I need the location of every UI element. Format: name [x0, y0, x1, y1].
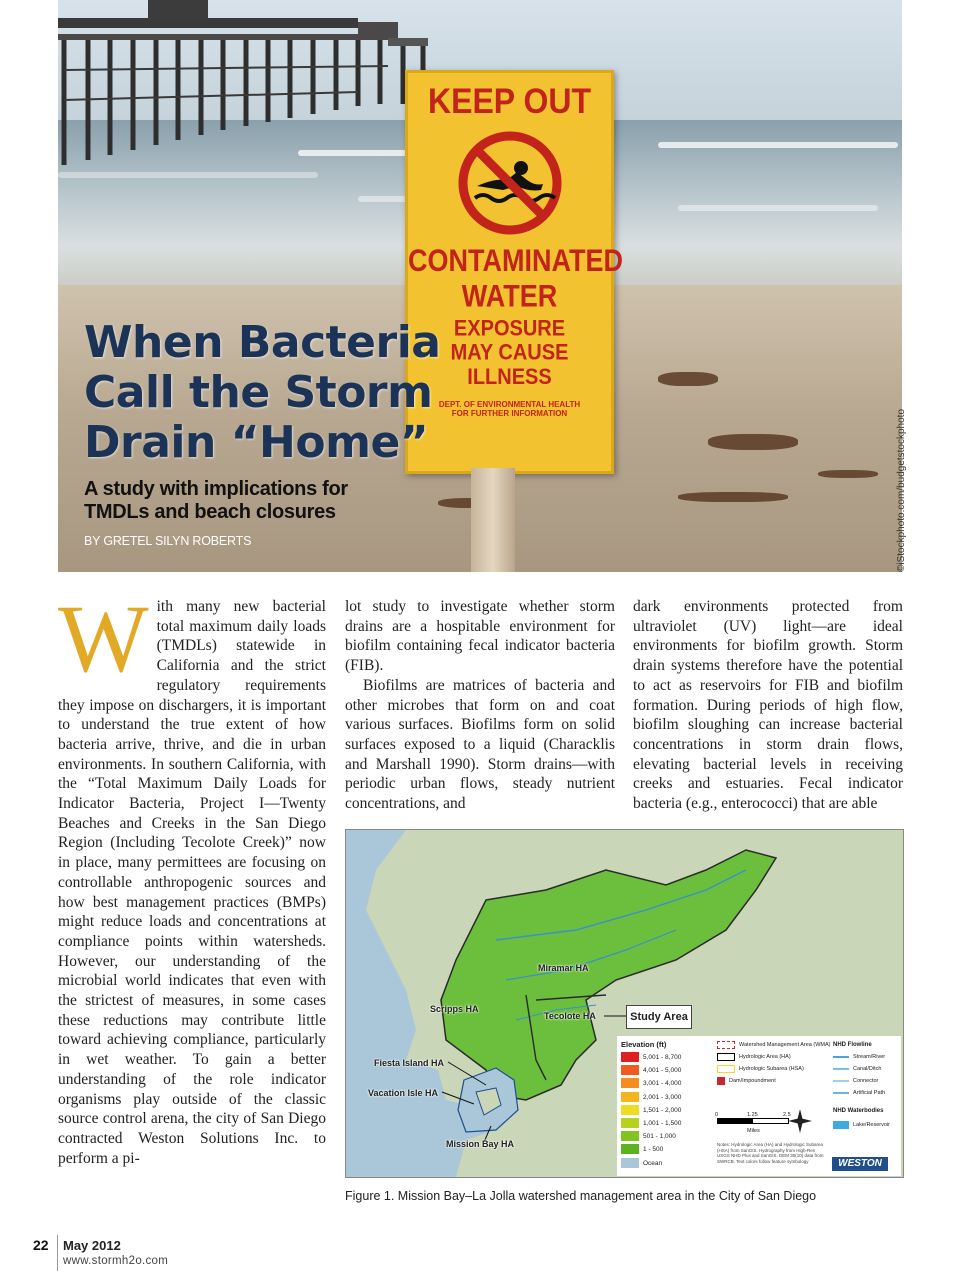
no-swimming-icon: [455, 128, 565, 238]
legend-elevation-title: Elevation (ft): [621, 1040, 667, 1049]
legend-label: 2,001 - 3,000: [643, 1093, 682, 1101]
map-label-fiesta-island: Fiesta Island HA: [374, 1058, 445, 1068]
subtitle-line: A study with implications for: [84, 478, 348, 500]
map-label-scripps: Scripps HA: [430, 1004, 479, 1014]
seaweed: [818, 470, 878, 478]
legend-flowline-item: [833, 1088, 885, 1098]
seaweed: [708, 434, 798, 450]
legend-label: 4,001 - 5,000: [643, 1067, 682, 1075]
article-title: [84, 318, 441, 468]
legend-swatch: [833, 1121, 849, 1129]
legend-swatch: [833, 1068, 849, 1070]
legend-boundary-item: [717, 1052, 791, 1062]
article-column-2: [345, 597, 615, 814]
scale-bar: [717, 1118, 789, 1124]
legend-label: Stream/River: [853, 1054, 886, 1060]
weston-logo: WESTON: [832, 1157, 888, 1171]
legend-swatch: [621, 1118, 639, 1128]
footer-divider: [57, 1235, 58, 1271]
legend-notes: Notes: Hydrologic Area (HA) and Hydrologic Subarea (HSA) from SanGIS. Hydrography from High-Res USGS NHD Plus and SanGIS. DEM 30(10) data from SWRCB. Text colors follow feature symbology: [717, 1142, 824, 1164]
byline: BY GRETEL SILYN ROBERTS: [84, 534, 252, 548]
scale-label: 1.25: [747, 1112, 758, 1118]
legend-label: Connector: [853, 1078, 879, 1084]
legend-elevation-item: [621, 1158, 662, 1169]
legend-flowline-item: [833, 1064, 881, 1074]
legend-swatch: [621, 1158, 639, 1168]
paragraph: lot study to investigate whether storm drains are a hospitable environment for biofilm containing fecal indicator bacteria (FIB).: [345, 598, 615, 675]
sign-post: [471, 468, 515, 572]
legend-swatch: [621, 1105, 639, 1115]
legend-label: 1,501 - 2,000: [643, 1106, 682, 1114]
legend-flowline-item: [833, 1052, 885, 1062]
title-line: Call the Storm: [84, 367, 433, 418]
paragraph: dark environments protected from ultraviolet (UV) light—are ideal environments for biofilm growth. Storm drain systems therefore have the potential to act as reservoirs for FIB and biofilm formation. During periods of high flow, biofilm sloughing can increase bacterial concentrations in storm drain flows, elevating bacterial levels in receiving creeks and estuaries. Fecal indicator bacteria (e.g., enterococci) that are able: [633, 598, 903, 813]
figure-caption: Figure 1. Mission Bay–La Jolla watershed management area in the City of San Diego: [345, 1189, 817, 1203]
legend-swatch: [621, 1065, 639, 1075]
legend-elevation-item: [621, 1105, 681, 1116]
issue-date: May 2012: [63, 1238, 121, 1253]
article-column-3: [633, 597, 903, 814]
legend-swatch: [621, 1078, 639, 1088]
legend-elevation-item: [621, 1131, 676, 1142]
legend-label: Hydrologic Subarea (HSA): [739, 1066, 804, 1072]
page-number: 22: [33, 1237, 49, 1253]
title-line: Drain “Home”: [84, 417, 429, 468]
paragraph: Biofilms are matrices of bacteria and other microbes that form on and coat various surfaces. Biofilms form on solid surfaces exposed to a liquid (Characklis and Marshall 1990). Storm drains—with periodic urban flows, steady nutrient concentrations, and: [345, 676, 615, 813]
legend-elevation-item: [621, 1092, 681, 1103]
wave: [658, 142, 898, 148]
legend-waterbody-item: [833, 1120, 890, 1130]
legend-swatch: [621, 1092, 639, 1102]
legend-label: Ocean: [643, 1159, 663, 1167]
wave: [678, 205, 878, 211]
article-subtitle: [84, 478, 348, 524]
legend-nhd-waterbodies-title: NHD Waterbodies: [833, 1108, 884, 1114]
drop-cap: W: [58, 585, 149, 692]
legend-label: 501 - 1,000: [643, 1133, 676, 1141]
map-legend: [617, 1036, 901, 1176]
legend-swatch: [717, 1065, 735, 1073]
scale-label: 0: [715, 1112, 719, 1118]
legend-swatch: [717, 1053, 735, 1061]
scale-label: 2.5: [783, 1112, 791, 1118]
legend-elevation-item: [621, 1118, 681, 1129]
legend-label: 3,001 - 4,000: [643, 1080, 682, 1088]
website-url: www.stormh2o.com: [63, 1255, 169, 1267]
legend-elevation-item: [621, 1065, 681, 1076]
legend-boundary-item: [717, 1076, 776, 1086]
seaweed: [678, 492, 788, 502]
study-area-callout: Study Area: [626, 1005, 692, 1029]
photo-credit: ©iStockphoto.com/budgetstockphoto: [896, 408, 907, 572]
legend-boundary-item: [717, 1064, 804, 1074]
title-line: When Bacteria: [84, 317, 441, 368]
sign-line: MAY CAUSE ILLNESS: [450, 340, 569, 390]
legend-label: Artificial Path: [853, 1090, 886, 1096]
legend-label: Hydrologic Area (HA): [739, 1054, 791, 1060]
sign-line: EXPOSURE: [453, 316, 566, 341]
legend-elevation-item: [621, 1078, 681, 1089]
scale-unit: Miles: [747, 1128, 760, 1134]
legend-swatch: [621, 1131, 639, 1141]
legend-swatch: [717, 1077, 725, 1085]
legend-swatch: [833, 1092, 849, 1094]
legend-swatch: [717, 1041, 735, 1049]
sign-line: FOR FURTHER INFORMATION: [451, 409, 568, 418]
map-label-miramar: Miramar HA: [538, 963, 589, 973]
legend-label: 1 - 500: [643, 1146, 664, 1154]
legend-label: 5,001 - 8,700: [643, 1054, 682, 1061]
map-label-tecolote: Tecolote HA: [544, 1011, 596, 1021]
map-label-vacation-isle: Vacation Isle HA: [368, 1088, 439, 1098]
legend-flowline-item: [833, 1076, 878, 1086]
legend-swatch: [621, 1144, 639, 1154]
legend-elevation-item: [621, 1052, 681, 1063]
legend-swatch: [833, 1056, 849, 1058]
legend-elevation-item: [621, 1144, 663, 1155]
legend-label: Lake/Reservoir: [853, 1122, 890, 1128]
sign-line: DEPT. OF ENVIRONMENTAL HEALTH: [438, 400, 581, 409]
legend-label: 1,001 - 1,500: [643, 1120, 682, 1127]
subtitle-line: TMDLs and beach closures: [84, 501, 336, 523]
map-label-mission-bay: Mission Bay HA: [446, 1139, 515, 1149]
seaweed: [658, 372, 718, 386]
legend-label: Canal/Ditch: [853, 1066, 882, 1072]
legend-label: Watershed Management Area (WMA): [739, 1042, 831, 1048]
legend-swatch: [621, 1052, 639, 1062]
legend-nhd-flowline-title: NHD Flowline: [833, 1042, 872, 1048]
article-column-1: [58, 585, 326, 1168]
sign-top-text: KEEP OUT: [428, 81, 591, 121]
legend-swatch: [833, 1080, 849, 1082]
sign-line: CONTAMINATED: [408, 243, 623, 278]
north-arrow-icon: [787, 1108, 813, 1134]
legend-boundary-item: [717, 1040, 831, 1050]
paragraph: ith many new bacterial total maximum daily loads (TMDLs) statewide in California and the strict regulatory requirements they impose on dischargers, it is important to understand the true extent of how bacteria arrive, thrive, and die in urban environments. In southern California, with the “Total Maximum Daily Loads for Indicator Bacteria, Project I—Twenty Beaches and Creeks in the San Diego Region (Including Tecolote Creek)” now in place, many permittees are focusing on controllable anthropogenic sources and how best management practices (BMPs) might reduce loads and concentrations at compliance points within watersheds. However, our understanding of the microbial world indicates that even with the strictest of measures, in some cases these reductions may contribute little toward achieving compliance, particularly in wet weather. To gain a better understanding of the role indicator organisms play outside of the classic source control arena, the city of San Diego contracted Weston Solutions Inc. to perform a pi-: [58, 598, 326, 1167]
legend-label: Dam/Impoundment: [729, 1078, 776, 1084]
sign-line: WATER: [461, 279, 558, 314]
